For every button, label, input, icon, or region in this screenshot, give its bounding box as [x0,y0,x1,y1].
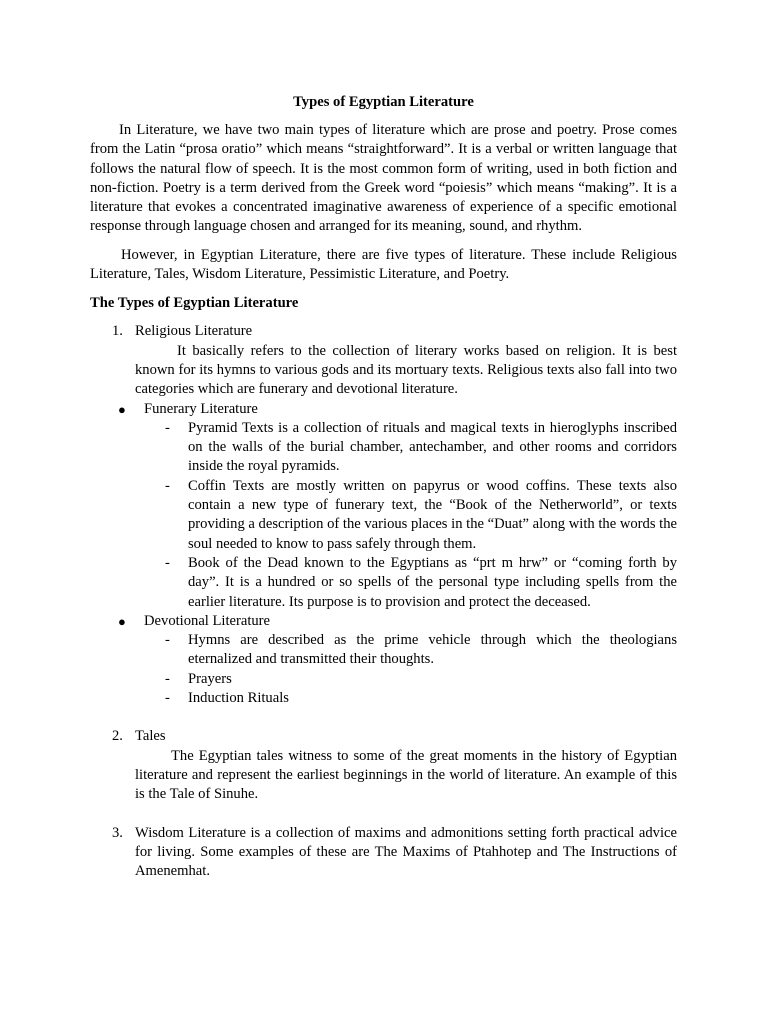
list-item-wisdom-literature [90,824,677,882]
types-paragraph: However, in Egyptian Literature, there are five types of literature. These include Religious Literature, Tales, Wisdom Literature, Pessimistic Literature, and Poetry. [90,246,677,283]
dash-item-book-of-the-dead [90,554,677,612]
dash-marker: - [165,690,170,707]
dash-item-text: Hymns are described as the prime vehicle through which the theologians eternalized and transmitted their thoughts. [188,632,677,668]
list-number: 3. [112,824,123,841]
bullet-devotional-literature [90,612,677,631]
list-item-description: Wisdom Literature is a collection of maxims and admonitions setting forth practical advice for living. Some examples of these are The Maxims of Ptahhotep and The Instructions of Amenemhat. [135,824,677,880]
document-title: Types of Egyptian Literature [293,94,474,110]
section-heading: The Types of Egyptian Literature [90,295,299,312]
dash-item-induction-rituals [90,689,677,708]
document-page [90,92,677,881]
dash-marker: - [165,670,170,687]
dash-marker: - [165,419,170,436]
list-number: 1. [112,323,123,340]
dash-item-text: Book of the Dead known to the Egyptians as “prt m hrw” or “coming forth by day”. It is a hundred or so spells of the personal type including spells from the earlier literature. Its purpose is to provision and protect the deceased. [188,554,677,610]
list-item-religious-literature [90,322,677,399]
list-item-title: Religious Literature [135,323,253,340]
bullet-icon: ● [118,613,126,629]
bullet-funerary-literature [90,400,677,419]
spacer [90,805,677,824]
dash-marker: - [165,554,170,571]
dash-marker: - [165,632,170,649]
list-item-title: Tales [135,728,166,745]
dash-item-text: Pyramid Texts is a collection of rituals and magical texts in hieroglyphs inscribed on the walls of the burial chamber, antechamber, and other rooms and corridors inside the royal pyramids. [188,419,677,475]
bullet-title: Devotional Literature [144,612,271,629]
dash-item-coffin-texts [90,477,677,554]
dash-item-text: Prayers [188,670,232,687]
list-number: 2. [112,728,123,745]
dash-item-text: Induction Rituals [188,690,289,707]
list-item-tales [90,727,677,804]
dash-item-pyramid-texts [90,419,677,477]
spacer [90,708,677,727]
bullet-icon: ● [118,401,126,417]
dash-marker: - [165,477,170,494]
dash-item-prayers [90,670,677,689]
dash-item-text: Coffin Texts are mostly written on papyrus or wood coffins. These texts also contain a new type of funerary text, the “Book of the Netherworld”, or texts providing a description of the various places in the “Duat” along with the words the soul needed to know to pass safely through them. [188,477,677,552]
list-item-description: It basically refers to the collection of literary works based on religion. It is best known for its hymns to various gods and its mortuary texts. Religious texts also fall into two categories which are funerary and devotional literature. [135,342,677,398]
bullet-title: Funerary Literature [144,400,258,417]
list-item-description: The Egyptian tales witness to some of the great moments in the history of Egyptian literature and represent the earliest beginnings in the world of literature. An example of this is the Tale of Sinuhe. [135,747,677,803]
dash-item-hymns [90,631,677,670]
intro-paragraph: In Literature, we have two main types of literature which are prose and poetry. Prose comes from the Latin “prosa oratio” which means “straightforward”. It is a verbal or written language that follows the natural flow of speech. It is the most common form of writing, used in both fiction and non-fiction. Poetry is a term derived from the Greek word “poiesis” which means “making”. It is a literature that evokes a concentrated imaginative awareness of experience of a specific emotional response through language chosen and arranged for its meaning, sound, and rhythm. [90,122,677,235]
